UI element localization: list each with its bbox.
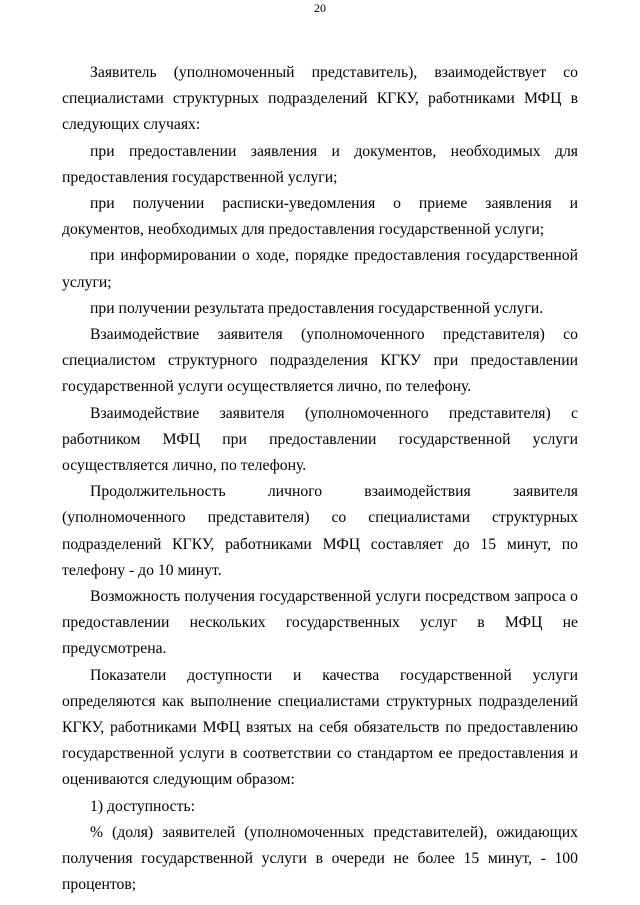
paragraph-interaction-kgku: Взаимодействие заявителя (уполномоченного представителя) со специалистом структурного подразделения КГКУ при предоставлении государственной услуги осуществляется лично, по телефону.: [62, 326, 578, 396]
paragraph-case-result: при получении результата предоставления государственной услуги.: [90, 299, 544, 317]
page-number: 20: [314, 1, 326, 15]
paragraph-duration: Продолжительность личного взаимодействия заявителя (уполномоченного представителя) со специалистами структурных подразделений КГКУ, работниками МФЦ составляет до 15 минут, по телефону - до 10 минут.: [62, 483, 578, 579]
paragraph-interaction-cases: Заявитель (уполномоченный представитель), взаимодействует со специалистами структурных подразделений КГКУ, работниками МФЦ в следующих случаях:: [62, 64, 578, 134]
paragraph-waiting-share: % (доля) заявителей (уполномоченных представителей), ожидающих получения государственной услуги в очереди не более 15 минут, - 100 процентов;: [62, 823, 578, 894]
document-body: [62, 60, 578, 899]
paragraph-case-informing: при информировании о ходе, порядке предоставления государственной услуги;: [62, 247, 578, 291]
paragraph-case-submission: при предоставлении заявления и документов, необходимых для предоставления государственной услуги;: [62, 142, 578, 186]
paragraph-accessibility-heading: 1) доступность:: [90, 797, 196, 815]
paragraph-multiple-services: Возможность получения государственной услуги посредством запроса о предоставлении нескольких государственных услуг в МФЦ не предусмотрена.: [62, 588, 578, 658]
paragraph-quality-indicators: Показатели доступности и качества государственной услуги определяются как выполнение специалистами структурных подразделений КГКУ, работниками МФЦ взятых на себя обязательств по предоставлению государственной услуги в соответствии со стандартом ее предоставления и оцениваются следующим образом:: [62, 666, 578, 789]
paragraph-interaction-mfc: Взаимодействие заявителя (уполномоченного представителя) с работником МФЦ при предоставлении государственной услуги осуществляется лично, по телефону.: [62, 404, 578, 475]
paragraph-case-receipt: при получении расписки-уведомления о приеме заявления и документов, необходимых для предоставления государственной услуги;: [62, 195, 578, 239]
